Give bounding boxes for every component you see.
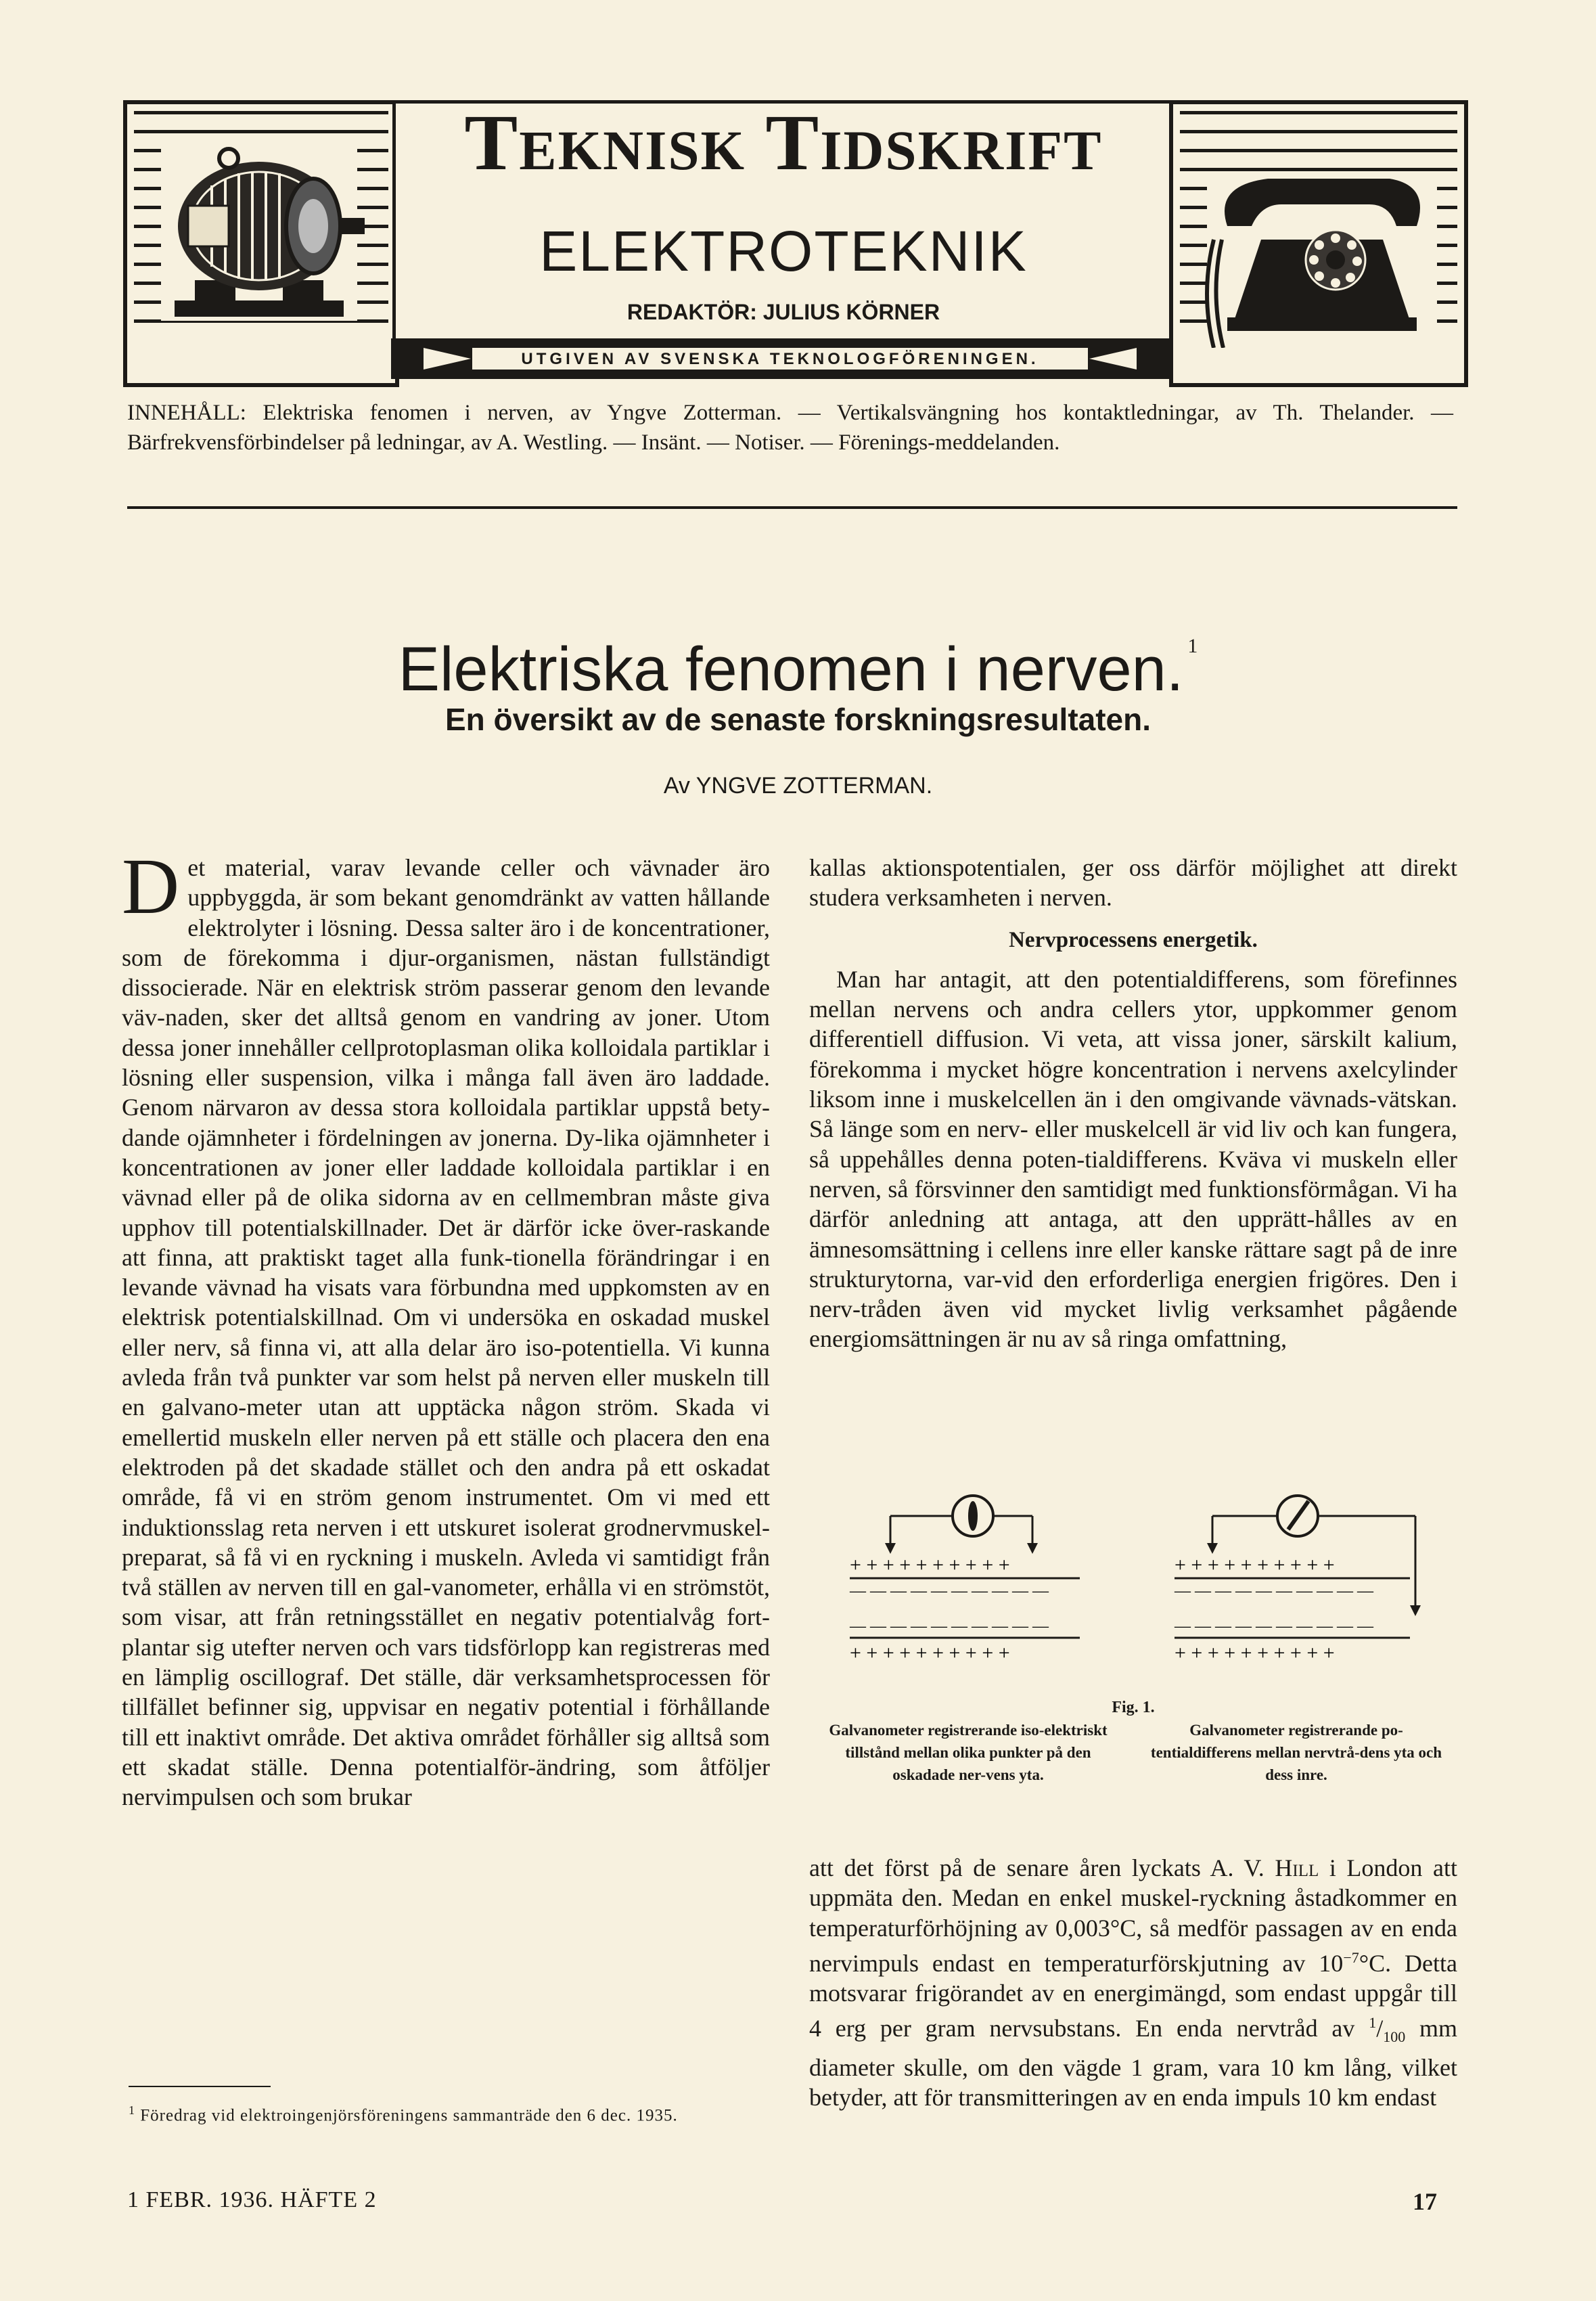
paragraph: kallas aktionspotentialen, ger oss därför möjlighet att direkt studera verksamheten i nerven.	[809, 854, 1457, 912]
plus-row: + + + + + + + + + +	[850, 1554, 1010, 1576]
footnote-text: Föredrag vid elektroingenjörsföreningens sammanträde den 6 dec. 1935.	[140, 2106, 678, 2125]
contents-divider	[127, 506, 1457, 509]
nerve-diagrams	[809, 1489, 1457, 1692]
telephone-icon	[1187, 125, 1444, 348]
minus-row: — — — — — — — — — —	[1175, 1582, 1373, 1600]
diagram-isoelectric	[849, 1496, 1080, 1664]
publisher-banner	[391, 338, 1169, 379]
author-name-hill: Hill	[1275, 1854, 1319, 1881]
paragraph: att det först på de senare åren lyckats A. V. Hill i London att uppmäta den. Medan en enkel muskel-ryckning åstadkommer en temperaturförhöjning av 0,003°C, så medför passagen av en enda nervimpuls endast en temperaturförskjutning av $10^{-7}^\circ C$. Detta motsvarar frigörandet av en energimängd, som endast uppgår till 4 erg per gram nervsubstans. En enda nervtråd av $^1/_{100}$ mm diameter skulle, om den vägde 1 gram, vara 10 km lång, vilket betyder, att för transmitteringen av en enda impuls 10 km endast	[809, 1854, 1457, 2112]
section-heading: Nervprocessens energetik.	[1009, 927, 1258, 952]
minus-row: — — — — — — — — — —	[850, 1582, 1049, 1600]
masthead-title-panel	[392, 100, 1175, 344]
exponent: −7	[1343, 1948, 1359, 1966]
fraction-denominator: 100	[1383, 2028, 1406, 2046]
plus-row: + + + + + + + + + +	[1175, 1642, 1335, 1664]
masthead-right-panel	[1169, 100, 1468, 387]
electric-motor-icon	[147, 131, 371, 334]
minus-row: — — — — — — — — — —	[850, 1617, 1049, 1635]
diagram-potential-difference	[1174, 1496, 1421, 1664]
plus-row: + + + + + + + + + +	[850, 1642, 1010, 1664]
plus-row: + + + + + + + + + +	[1175, 1554, 1335, 1576]
article-title-text: Elektriska fenomen i nerven.	[398, 635, 1184, 704]
masthead	[123, 100, 1460, 379]
figure-caption-left: Galvanometer registrerande iso-elektriskt tillstånd mellan olika punkter på den oskadade ner-vens yta.	[829, 1722, 1108, 1783]
figure-1	[809, 1489, 1457, 1841]
table-of-contents: INNEHÅLL: Elektriska fenomen i nerven, av Yngve Zotterman. — Vertikalsvängning hos kontaktledningar, av Th. Thelander. — Bärfrekvensförbindelser på ledningar, av A. Westling. — Insänt. — Notiser. — Förenings-meddelanden.	[127, 401, 1453, 455]
drop-cap: D	[122, 842, 180, 931]
page-number: 17	[1413, 2188, 1437, 2215]
footnote	[129, 2098, 737, 2128]
title-footnote-mark: 1	[1187, 635, 1198, 657]
banner-arrow-right-icon	[1089, 348, 1137, 370]
text-run: i London att uppmäta den. Medan en enkel muskel-ryckning åstadkommer en temperaturförhöjning av 0,003°C, så medför passagen av en enda nervimpuls endast en temperaturförskjutning av 10	[809, 1854, 1457, 1977]
footnote-mark: 1	[129, 2103, 135, 2117]
article-author: Av YNGVE ZOTTERMAN.	[663, 773, 933, 799]
article-subtitle: En översikt av de senaste forskningsresultaten.	[444, 702, 1152, 737]
banner-arrow-left-icon	[424, 348, 471, 370]
paragraph-text: et material, varav levande celler och vävnader äro uppbyggda, är som bekant genomdränkt av vatten hållande elektrolyter i lösning. Dessa salter äro i de koncentrationer, som de förekomma i djur-organismen, nästan fullständigt dissocierade. När en elektrisk ström passerar genom den levande väv-naden, sker det alltså genom en vandring av joner. Utom dessa joner innehåller cellprotoplasman olika kolloidala partiklar i lösning eller suspension, vilka i många fall även äro laddade. Genom närvaron av dessa stora kolloidala partiklar uppstå bety-dande ojämnheter i fördelningen av jonerna. Dy-lika ojämnheter i koncentrationen av joner eller laddade kolloidala partiklar i en vävnad eller på de olika sidorna av en cellmembran måste giva upphov till potentialskillnader. Det är därför icke över-raskande att finna, att praktiskt taget alla funk-tionella förändringar i en levande vävnad ha visats vara förbundna med uppkomsten av en elektrisk potentialskillnad. Om vi undersöka en oskadad muskel eller nerv, så finna vi, att alla delar äro iso-potentiella. Vi kunna avleda från två punkter var som helst på nerven eller muskeln till en galvano-meter utan att upptäcka någon ström. Skada vi emellertid muskeln eller nerven på ett ställe och placera den ena elektroden på det skadade stället och den andra på ett oskadat område, få vi en ström genom instrumentet. Om vi med ett induktionsslag reta nerven i ett utskuret isolerat grodnervmuskel-preparat, så få vi en ryckning i muskeln. Avleda vi samtidigt från två ställen av nerven till en gal-vanometer, erhålla vi en strömstöt, som visar, att från retningsstället en negativ potentialvåg fort-plantar sig utefter nerven och vars tidsförlopp kan registreras med en lämplig oscillograf. Det ställe, där verksamhetsprocessen för tillfället befinner sig, uppvisar en negativ potential i förhållande till ett inaktivt område. Det aktiva området förhåller sig alltså som ett skadat ställe. Denna potentialför-ändring, som åtföljer nervimpulsen och som brukar	[122, 854, 770, 1811]
fraction-numerator: 1	[1369, 2014, 1377, 2032]
text-run: °C. Detta motsvarar frigörandet av en energimängd, som endast uppgår till 4 erg per gram nervsubstans. En enda nervtråd av	[809, 1949, 1457, 2042]
paragraph	[122, 842, 770, 1812]
text-run: att det först på de senare åren lyckats A. V.	[809, 1854, 1275, 1881]
body-column-right-top	[809, 853, 1457, 1354]
masthead-left-panel	[123, 100, 399, 387]
body-column-left	[122, 842, 770, 1812]
article-title	[0, 609, 1596, 707]
figure-label: Fig. 1.	[1112, 1699, 1155, 1716]
journal-title: Teknisk Tidskrift	[464, 98, 1103, 187]
paragraph: Man har antagit, att den potentialdifferens, som förefinnes mellan nervens och andra cellers ytor, uppkommer genom differentiell diffusion. Vi veta, att vissa joner, särskilt kalium, förekomma i mycket högre koncentration i nervens axelcylinder liksom inne i muskelcellen än i den omgivande vävnads-vätskan. Så länge som en nerv- eller muskelcell är vid liv och kan fungera, så uppehålles denna poten-tialdifferens. Kväva vi muskeln eller nerven, så försvinner den samtidigt med funktionsförmågan. Vi ha därför anledning att antaga, att den upprätt-hålles av en ämnesomsättning i cellens inre eller kanske rättare sagt på de inre strukturytorna, var-vid den erforderliga energien frigöres. Den i nerv-tråden även vid mycket livlig verksamhet pågående energiomsättningen är nu av så ringa omfattning,	[809, 965, 1457, 1353]
journal-editor: REDAKTÖR: JULIUS KÖRNER	[626, 300, 940, 324]
text-run: mm diameter skulle, om den vägde 1 gram, vara 10 km lång, vilket betyder, att för transmitteringen av en enda impuls 10 km endast	[809, 2015, 1457, 2112]
figure-caption-right: Galvanometer registrerande po-tentialdifferens mellan nervtrå-dens yta och dess inre.	[1150, 1722, 1442, 1783]
body-column-right-bottom	[809, 1853, 1457, 2113]
issue-date: 1 FEBR. 1936. HÄFTE 2	[127, 2187, 377, 2212]
publisher-text: UTGIVEN AV SVENSKA TEKNOLOGFÖRENINGEN.	[472, 348, 1088, 370]
footnote-divider	[129, 2086, 271, 2087]
journal-section: ELEKTROTEKNIK	[539, 219, 1028, 283]
minus-row: — — — — — — — — — —	[1175, 1617, 1373, 1635]
